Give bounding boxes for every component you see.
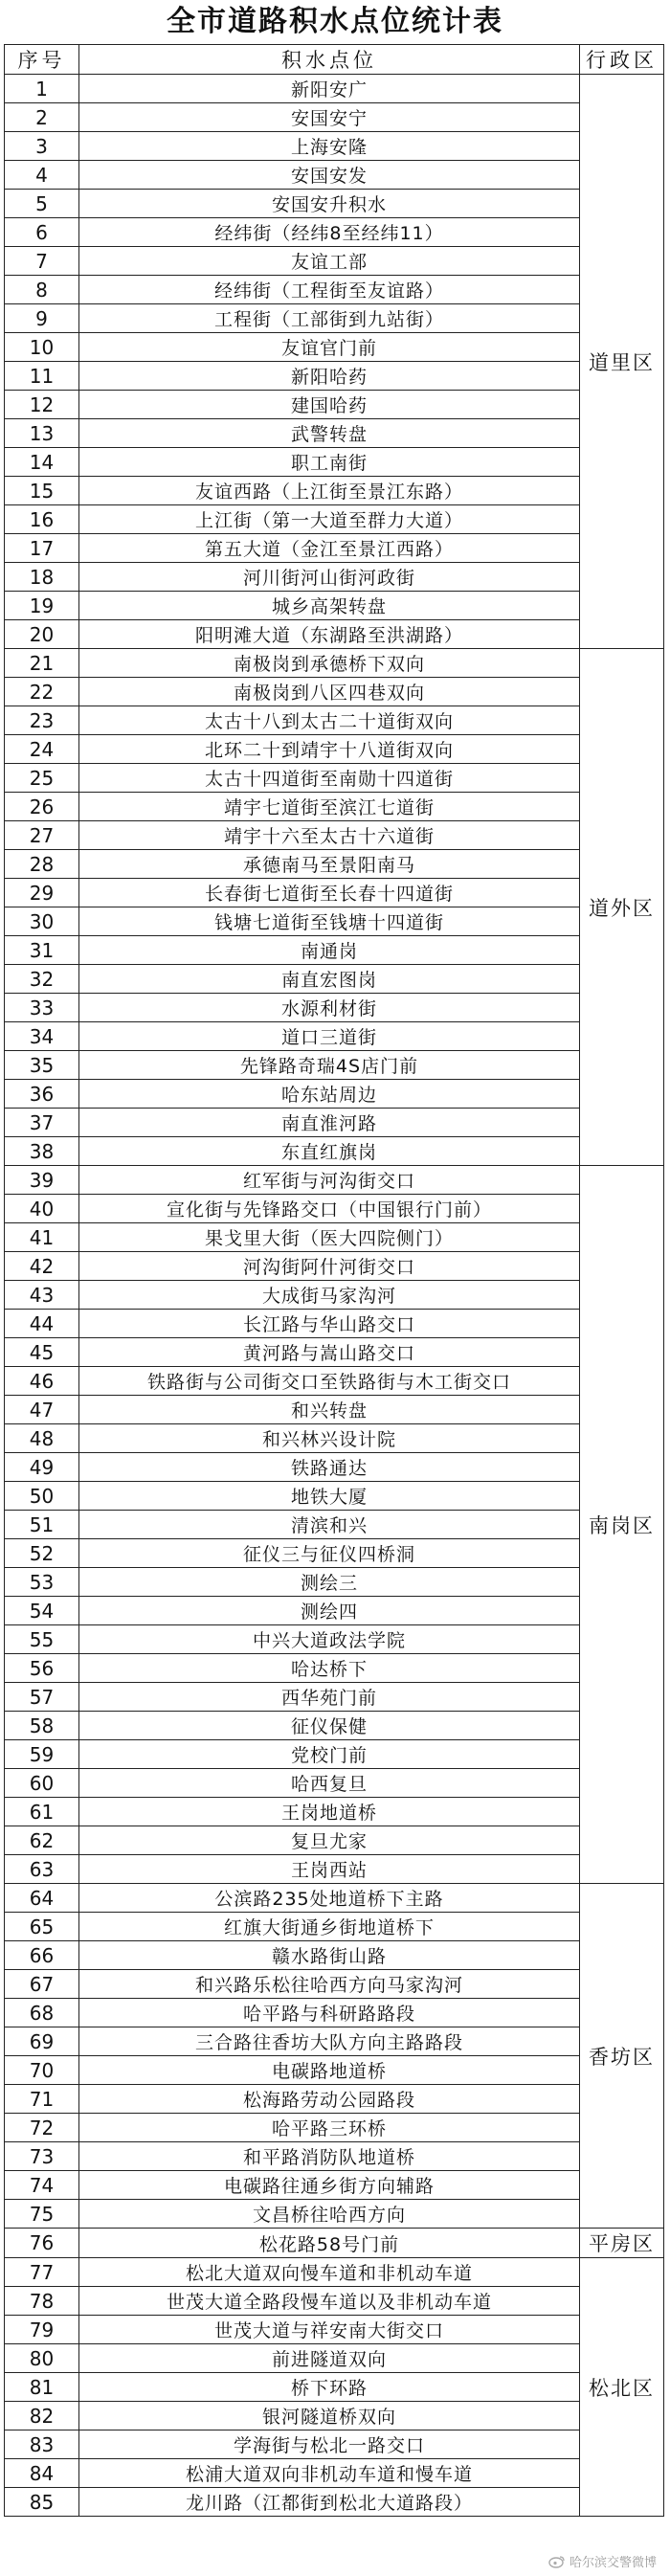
table-row [5, 1769, 664, 1798]
row-location: 长春街七道街至长春十四道街 [79, 879, 580, 907]
table-row [5, 1080, 664, 1109]
row-seq: 13 [5, 419, 79, 448]
page-title: 全市道路积水点位统计表 [167, 5, 503, 38]
table-row [5, 1683, 664, 1712]
row-seq: 85 [5, 2488, 79, 2517]
row-location: 工程街（工部街到九站街） [79, 304, 580, 333]
table-row [5, 2344, 664, 2373]
row-seq: 75 [5, 2200, 79, 2229]
header-location: 积水点位 [79, 45, 580, 75]
row-seq: 64 [5, 1884, 79, 1913]
row-location: 武警转盘 [79, 419, 580, 448]
table-row [5, 620, 664, 649]
table-row [5, 2229, 664, 2258]
row-location: 铁路街与公司街交口至铁路街与木工街交口 [79, 1367, 580, 1396]
row-seq: 66 [5, 1941, 79, 1970]
row-location: 测绘四 [79, 1597, 580, 1625]
table-row [5, 1051, 664, 1080]
row-seq: 82 [5, 2402, 79, 2430]
row-location: 桥下环路 [79, 2373, 580, 2402]
row-location: 中兴大道政法学院 [79, 1625, 580, 1654]
table-row [5, 419, 664, 448]
table-row [5, 276, 664, 304]
table-row [5, 1137, 664, 1166]
row-location: 大成街马家沟河 [79, 1281, 580, 1310]
row-location: 南直宏图岗 [79, 965, 580, 994]
row-seq: 67 [5, 1970, 79, 1999]
row-location: 哈平路三环桥 [79, 2114, 580, 2142]
row-location: 靖宇十六至太古十六道街 [79, 821, 580, 850]
table-row [5, 333, 664, 362]
table-row [5, 850, 664, 879]
table-row [5, 1712, 664, 1740]
row-location: 文昌桥往哈西方向 [79, 2200, 580, 2229]
row-location: 电碳路地道桥 [79, 2056, 580, 2085]
row-seq: 15 [5, 477, 79, 505]
table-row [5, 161, 664, 190]
row-location: 红军街与河沟街交口 [79, 1166, 580, 1195]
row-seq: 25 [5, 764, 79, 793]
table-row [5, 362, 664, 391]
row-seq: 44 [5, 1310, 79, 1338]
table-row [5, 1396, 664, 1424]
row-location: 安国安发 [79, 161, 580, 190]
row-seq: 36 [5, 1080, 79, 1109]
row-location: 党校门前 [79, 1740, 580, 1769]
row-location: 和平路消防队地道桥 [79, 2142, 580, 2171]
row-location: 世茂大道全路段慢车道以及非机动车道 [79, 2287, 580, 2316]
table-row [5, 994, 664, 1022]
table-row [5, 1022, 664, 1051]
row-location: 哈东站周边 [79, 1080, 580, 1109]
row-location: 长江路与华山路交口 [79, 1310, 580, 1338]
table-row [5, 2171, 664, 2200]
table-row [5, 75, 664, 103]
row-location: 友谊官门前 [79, 333, 580, 362]
row-seq: 23 [5, 706, 79, 735]
table-row [5, 132, 664, 161]
row-seq: 24 [5, 735, 79, 764]
row-location: 河沟街阿什河街交口 [79, 1252, 580, 1281]
table-row [5, 1970, 664, 1999]
row-location: 松花路58号门前 [79, 2229, 580, 2258]
row-seq: 11 [5, 362, 79, 391]
row-location: 松海路劳动公园路段 [79, 2085, 580, 2114]
row-seq: 81 [5, 2373, 79, 2402]
table-row [5, 1798, 664, 1826]
table-row [5, 1884, 664, 1913]
table-row [5, 505, 664, 534]
row-location: 三合路往香坊大队方向主路路段 [79, 2027, 580, 2056]
table-row [5, 534, 664, 563]
row-seq: 79 [5, 2316, 79, 2344]
table-row [5, 1281, 664, 1310]
row-location: 果戈里大街（医大四院侧门） [79, 1223, 580, 1252]
row-location: 公滨路235处地道桥下主路 [79, 1884, 580, 1913]
row-location: 松浦大道双向非机动车道和慢车道 [79, 2459, 580, 2488]
table-row [5, 821, 664, 850]
row-seq: 73 [5, 2142, 79, 2171]
table-row [5, 2085, 664, 2114]
table-row [5, 1597, 664, 1625]
row-location: 太古十四道街至南勋十四道街 [79, 764, 580, 793]
table-row [5, 1424, 664, 1453]
table-row [5, 907, 664, 936]
row-location: 河川街河山街河政街 [79, 563, 580, 592]
row-location: 松北大道双向慢车道和非机动车道 [79, 2258, 580, 2287]
table-row [5, 965, 664, 994]
row-seq: 77 [5, 2258, 79, 2287]
row-seq: 35 [5, 1051, 79, 1080]
row-seq: 72 [5, 2114, 79, 2142]
row-seq: 16 [5, 505, 79, 534]
table-row [5, 649, 664, 678]
row-location: 经纬街（经纬8至经纬11） [79, 218, 580, 247]
row-seq: 20 [5, 620, 79, 649]
table-row [5, 1482, 664, 1511]
row-district: 道里区 [580, 75, 664, 649]
row-seq: 10 [5, 333, 79, 362]
row-seq: 43 [5, 1281, 79, 1310]
table-row [5, 1539, 664, 1568]
table-row [5, 2258, 664, 2287]
table-row [5, 103, 664, 132]
row-location: 和兴转盘 [79, 1396, 580, 1424]
table-row [5, 2200, 664, 2229]
row-location: 哈西复旦 [79, 1769, 580, 1798]
row-location: 哈平路与科研路路段 [79, 1999, 580, 2027]
row-seq: 71 [5, 2085, 79, 2114]
row-seq: 37 [5, 1109, 79, 1137]
table-row [5, 1310, 664, 1338]
row-district: 松北区 [580, 2258, 664, 2517]
row-location: 王岗西站 [79, 1855, 580, 1884]
header-seq: 序号 [5, 45, 79, 75]
table-row [5, 1195, 664, 1223]
table-row [5, 1625, 664, 1654]
table-row [5, 2142, 664, 2171]
table-row [5, 1913, 664, 1941]
table-row [5, 448, 664, 477]
row-location: 城乡高架转盘 [79, 592, 580, 620]
header-district: 行政区 [580, 45, 664, 75]
table-row [5, 2316, 664, 2344]
row-location: 王岗地道桥 [79, 1798, 580, 1826]
row-seq: 7 [5, 247, 79, 276]
table-row [5, 218, 664, 247]
table-row [5, 2056, 664, 2085]
row-location: 新阳安广 [79, 75, 580, 103]
row-seq: 3 [5, 132, 79, 161]
row-location: 清滨和兴 [79, 1511, 580, 1539]
row-seq: 31 [5, 936, 79, 965]
table-row [5, 1166, 664, 1195]
row-location: 职工南街 [79, 448, 580, 477]
table-row [5, 391, 664, 419]
row-seq: 62 [5, 1826, 79, 1855]
row-location: 南极岗到八区四巷双向 [79, 678, 580, 706]
table-row [5, 2459, 664, 2488]
row-seq: 65 [5, 1913, 79, 1941]
row-location: 黄河路与嵩山路交口 [79, 1338, 580, 1367]
row-seq: 56 [5, 1654, 79, 1683]
row-location: 赣水路街山路 [79, 1941, 580, 1970]
row-district: 道外区 [580, 649, 664, 1166]
row-location: 靖宇七道街至滨江七道街 [79, 793, 580, 821]
row-seq: 74 [5, 2171, 79, 2200]
table-row [5, 1654, 664, 1683]
table-row [5, 190, 664, 218]
table-row [5, 879, 664, 907]
table-row [5, 592, 664, 620]
row-seq: 2 [5, 103, 79, 132]
row-location: 征仪保健 [79, 1712, 580, 1740]
table-row [5, 1453, 664, 1482]
row-district: 南岗区 [580, 1166, 664, 1884]
row-location: 哈达桥下 [79, 1654, 580, 1683]
table-row [5, 1999, 664, 2027]
row-location: 复旦尤家 [79, 1826, 580, 1855]
row-seq: 22 [5, 678, 79, 706]
row-seq: 1 [5, 75, 79, 103]
row-seq: 80 [5, 2344, 79, 2373]
table-row [5, 2027, 664, 2056]
row-location: 铁路通达 [79, 1453, 580, 1482]
row-location: 南通岗 [79, 936, 580, 965]
row-location: 安国安宁 [79, 103, 580, 132]
row-seq: 4 [5, 161, 79, 190]
row-location: 北环二十到靖宇十八道街双向 [79, 735, 580, 764]
row-seq: 63 [5, 1855, 79, 1884]
row-seq: 48 [5, 1424, 79, 1453]
row-seq: 49 [5, 1453, 79, 1482]
row-seq: 30 [5, 907, 79, 936]
table-row [5, 678, 664, 706]
row-seq: 61 [5, 1798, 79, 1826]
row-location: 银河隧道桥双向 [79, 2402, 580, 2430]
row-seq: 33 [5, 994, 79, 1022]
row-location: 世茂大道与祥安南大街交口 [79, 2316, 580, 2344]
row-seq: 68 [5, 1999, 79, 2027]
row-location: 南极岗到承德桥下双向 [79, 649, 580, 678]
row-seq: 27 [5, 821, 79, 850]
row-location: 建国哈药 [79, 391, 580, 419]
row-seq: 34 [5, 1022, 79, 1051]
table-row [5, 2373, 664, 2402]
row-location: 道口三道街 [79, 1022, 580, 1051]
row-seq: 51 [5, 1511, 79, 1539]
table-row [5, 2402, 664, 2430]
row-location: 和兴林兴设计院 [79, 1424, 580, 1453]
row-seq: 12 [5, 391, 79, 419]
table-row [5, 1740, 664, 1769]
table-header-row [5, 45, 664, 75]
row-location: 东直红旗岗 [79, 1137, 580, 1166]
row-seq: 60 [5, 1769, 79, 1798]
row-seq: 18 [5, 563, 79, 592]
row-location: 征仪三与征仪四桥洞 [79, 1539, 580, 1568]
table-row [5, 706, 664, 735]
table-row [5, 793, 664, 821]
row-location: 太古十八到太古二十道街双向 [79, 706, 580, 735]
row-seq: 83 [5, 2430, 79, 2459]
row-seq: 53 [5, 1568, 79, 1597]
table-row [5, 2114, 664, 2142]
row-seq: 29 [5, 879, 79, 907]
row-location: 龙川路（江都街到松北大道路段） [79, 2488, 580, 2517]
row-seq: 69 [5, 2027, 79, 2056]
table-row [5, 2287, 664, 2316]
weibo-icon [548, 2555, 566, 2568]
row-location: 前进隧道双向 [79, 2344, 580, 2373]
row-location: 阳明滩大道（东湖路至洪湖路） [79, 620, 580, 649]
row-location: 南直淮河路 [79, 1109, 580, 1137]
row-location: 承德南马至景阳南马 [79, 850, 580, 879]
row-seq: 38 [5, 1137, 79, 1166]
table-row [5, 1568, 664, 1597]
table-row [5, 1826, 664, 1855]
row-seq: 5 [5, 190, 79, 218]
table-row [5, 1855, 664, 1884]
table-row [5, 1109, 664, 1137]
row-seq: 78 [5, 2287, 79, 2316]
watermark-text: 哈尔滨交警微博 [569, 2556, 657, 2570]
row-seq: 9 [5, 304, 79, 333]
row-district: 平房区 [580, 2229, 664, 2258]
row-location: 经纬街（工程街至友谊路） [79, 276, 580, 304]
table-row [5, 2488, 664, 2517]
row-location: 学海街与松北一路交口 [79, 2430, 580, 2459]
row-location: 红旗大街通乡街地道桥下 [79, 1913, 580, 1941]
row-seq: 84 [5, 2459, 79, 2488]
row-seq: 19 [5, 592, 79, 620]
table-row [5, 1941, 664, 1970]
row-seq: 42 [5, 1252, 79, 1281]
row-district: 香坊区 [580, 1884, 664, 2229]
table-row [5, 764, 664, 793]
row-location: 钱塘七道街至钱塘十四道街 [79, 907, 580, 936]
row-location: 测绘三 [79, 1568, 580, 1597]
row-seq: 58 [5, 1712, 79, 1740]
table-row [5, 247, 664, 276]
table-row [5, 2430, 664, 2459]
row-seq: 76 [5, 2229, 79, 2258]
row-location: 上海安隆 [79, 132, 580, 161]
row-seq: 55 [5, 1625, 79, 1654]
row-location: 安国安升积水 [79, 190, 580, 218]
row-location: 地铁大厦 [79, 1482, 580, 1511]
row-seq: 6 [5, 218, 79, 247]
table-row [5, 304, 664, 333]
table-row [5, 936, 664, 965]
row-seq: 8 [5, 276, 79, 304]
row-seq: 46 [5, 1367, 79, 1396]
table-row [5, 1223, 664, 1252]
row-seq: 14 [5, 448, 79, 477]
row-seq: 59 [5, 1740, 79, 1769]
row-seq: 47 [5, 1396, 79, 1424]
row-seq: 57 [5, 1683, 79, 1712]
row-seq: 21 [5, 649, 79, 678]
row-seq: 41 [5, 1223, 79, 1252]
row-seq: 52 [5, 1539, 79, 1568]
table-row [5, 563, 664, 592]
row-seq: 32 [5, 965, 79, 994]
table-row [5, 1338, 664, 1367]
row-location: 和兴路乐松往哈西方向马家沟河 [79, 1970, 580, 1999]
row-seq: 17 [5, 534, 79, 563]
row-seq: 54 [5, 1597, 79, 1625]
table-row [5, 1367, 664, 1396]
row-seq: 50 [5, 1482, 79, 1511]
row-seq: 39 [5, 1166, 79, 1195]
row-location: 先锋路奇瑞4S店门前 [79, 1051, 580, 1080]
row-location: 第五大道（金江至景江西路） [79, 534, 580, 563]
row-location: 电碳路往通乡街方向辅路 [79, 2171, 580, 2200]
row-seq: 40 [5, 1195, 79, 1223]
row-seq: 26 [5, 793, 79, 821]
row-location: 西华苑门前 [79, 1683, 580, 1712]
row-seq: 45 [5, 1338, 79, 1367]
watermark [548, 2552, 657, 2570]
table-row [5, 1252, 664, 1281]
row-location: 宣化街与先锋路交口（中国银行门前） [79, 1195, 580, 1223]
row-location: 水源利材街 [79, 994, 580, 1022]
table-row [5, 735, 664, 764]
row-seq: 70 [5, 2056, 79, 2085]
row-location: 友谊工部 [79, 247, 580, 276]
row-location: 新阳哈药 [79, 362, 580, 391]
table-row [5, 477, 664, 505]
row-seq: 28 [5, 850, 79, 879]
waterlogging-table [4, 44, 664, 2517]
table-body [5, 75, 664, 2517]
row-location: 上江街（第一大道至群力大道） [79, 505, 580, 534]
row-location: 友谊西路（上江街至景江东路） [79, 477, 580, 505]
table-row [5, 1511, 664, 1539]
